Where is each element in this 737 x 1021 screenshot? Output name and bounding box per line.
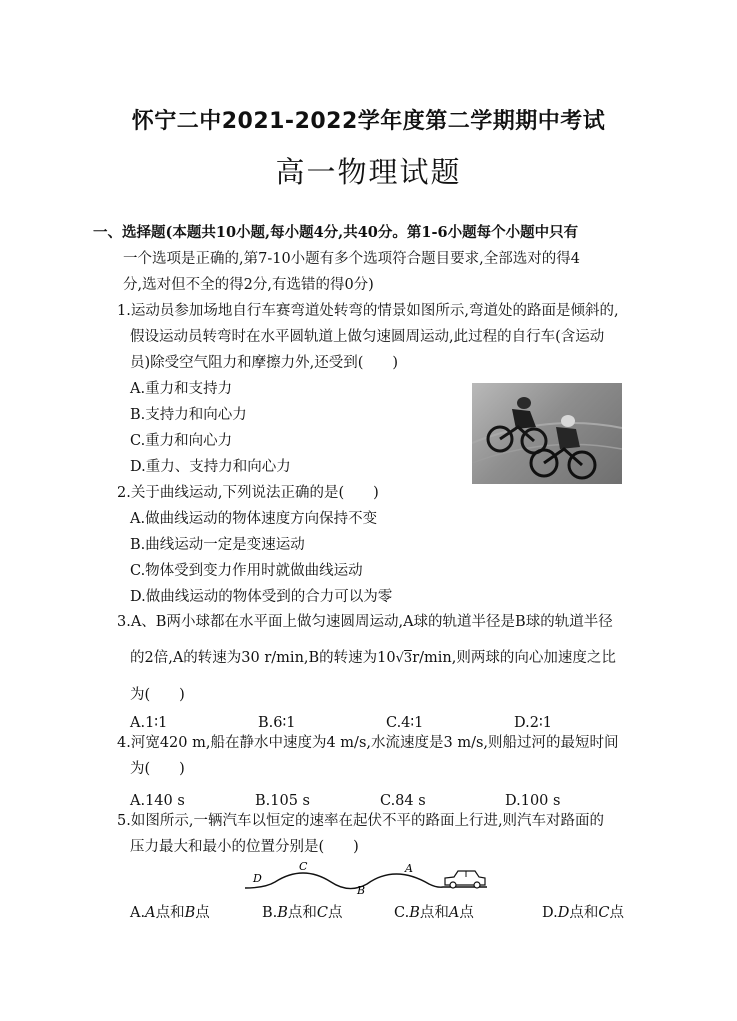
q3-option-a: A.1∶1 [130,715,168,731]
q5-option-b: B.B点和C点 [262,905,343,921]
q2-option-b: B.曲线运动一定是变速运动 [130,537,305,553]
q3-line-2-text-b: r/min,则两球的向心加速度之比 [412,650,616,666]
cyclists-illustration [472,383,622,484]
section-line-1: 一、选择题(本题共10小题,每小题4分,共40分。第1-6小题每个小题中只有 [93,224,579,241]
q2-line-1: 2.关于曲线运动,下列说法正确的是( ) [117,485,379,501]
q3-line-2-text-a: 的2倍,A的转速为30 r/min,B的转速为 [130,650,378,666]
question-5 [117,808,604,860]
q4-line-2: 为( ) [130,761,185,777]
section-instructions [93,220,580,298]
question-3 [117,609,642,736]
q2-option-c: C.物体受到变力作用时就做曲线运动 [130,563,363,579]
q3-line-3: 为( ) [130,687,185,703]
q5-line-1: 5.如图所示,一辆汽车以恒定的速率在起伏不平的路面上行进,则汽车对路面的 [117,813,605,829]
q1-line-2: 假设运动员转弯时在水平圆轨道上做匀速圆周运动,此过程的自行车(含运动 [130,329,605,345]
q1-line-3: 员)除受空气阻力和摩擦力外,还受到( ) [130,355,399,371]
q4-option-c: C.84 s [380,793,426,809]
road-label-c: C [299,860,308,873]
q4-option-b: B.105 s [255,793,310,809]
q1-option-c: C.重力和向心力 [130,433,233,449]
q3-option-d: D.2∶1 [514,715,552,731]
q5-option-d: D.D点和C点 [542,905,624,921]
q4-option-d: D.100 s [505,793,561,809]
q2-option-a: A.做曲线运动的物体速度方向保持不变 [130,511,378,527]
q3-option-c: C.4∶1 [386,715,424,731]
section-line-3: 分,选对但不全的得2分,有选错的得0分) [123,277,374,293]
q4-option-a: A.140 s [130,793,185,809]
question-4 [117,730,630,814]
q1-line-1: 1.运动员参加场地自行车赛弯道处转弯的情景如图所示,弯道处的路面是倾斜的, [117,303,619,319]
cyclists-photo [472,383,622,484]
car-icon [445,871,485,888]
section-line-2: 一个选项是正确的,第7-10小题有多个选项符合题目要求,全部选对的得4 [123,251,581,267]
q1-option-a: A.重力和支持力 [130,381,233,397]
q3-line-2 [117,645,642,672]
q5-option-a: A.A点和B点 [130,905,210,921]
q1-option-b: B.支持力和向心力 [130,407,247,423]
q5-options [130,900,624,926]
road-label-b: B [357,884,366,897]
exam-subtitle: 高一物理试题 [275,155,462,189]
q4-line-1: 4.河宽420 m,船在静水中速度为4 m/s,水流速度是3 m/s,则船过河的最短时间 [117,735,619,751]
road-label-a: A [405,862,413,875]
q3-sqrt-radicand: 3 [403,651,413,666]
q5-line-2: 压力最大和最小的位置分别是( ) [130,839,359,855]
sqrt-sign-icon: √ [395,651,404,666]
question-2 [117,480,392,610]
road-figure [245,858,495,898]
q2-option-d: D.做曲线运动的物体受到的合力可以为零 [130,589,393,605]
q3-line-1: 3.A、B两小球都在水平面上做匀速圆周运动,A球的轨道半径是B球的轨道半径 [117,614,613,630]
exam-title: 怀宁二中2021-2022学年度第二学期期中考试 [131,109,606,134]
q3-option-b: B.6∶1 [258,715,296,731]
q3-sqrt-coef: 10 [377,650,396,666]
road-label-d: D [253,872,262,885]
q1-option-d: D.重力、支持力和向心力 [130,459,291,475]
q5-option-c: C.B点和A点 [394,905,474,921]
